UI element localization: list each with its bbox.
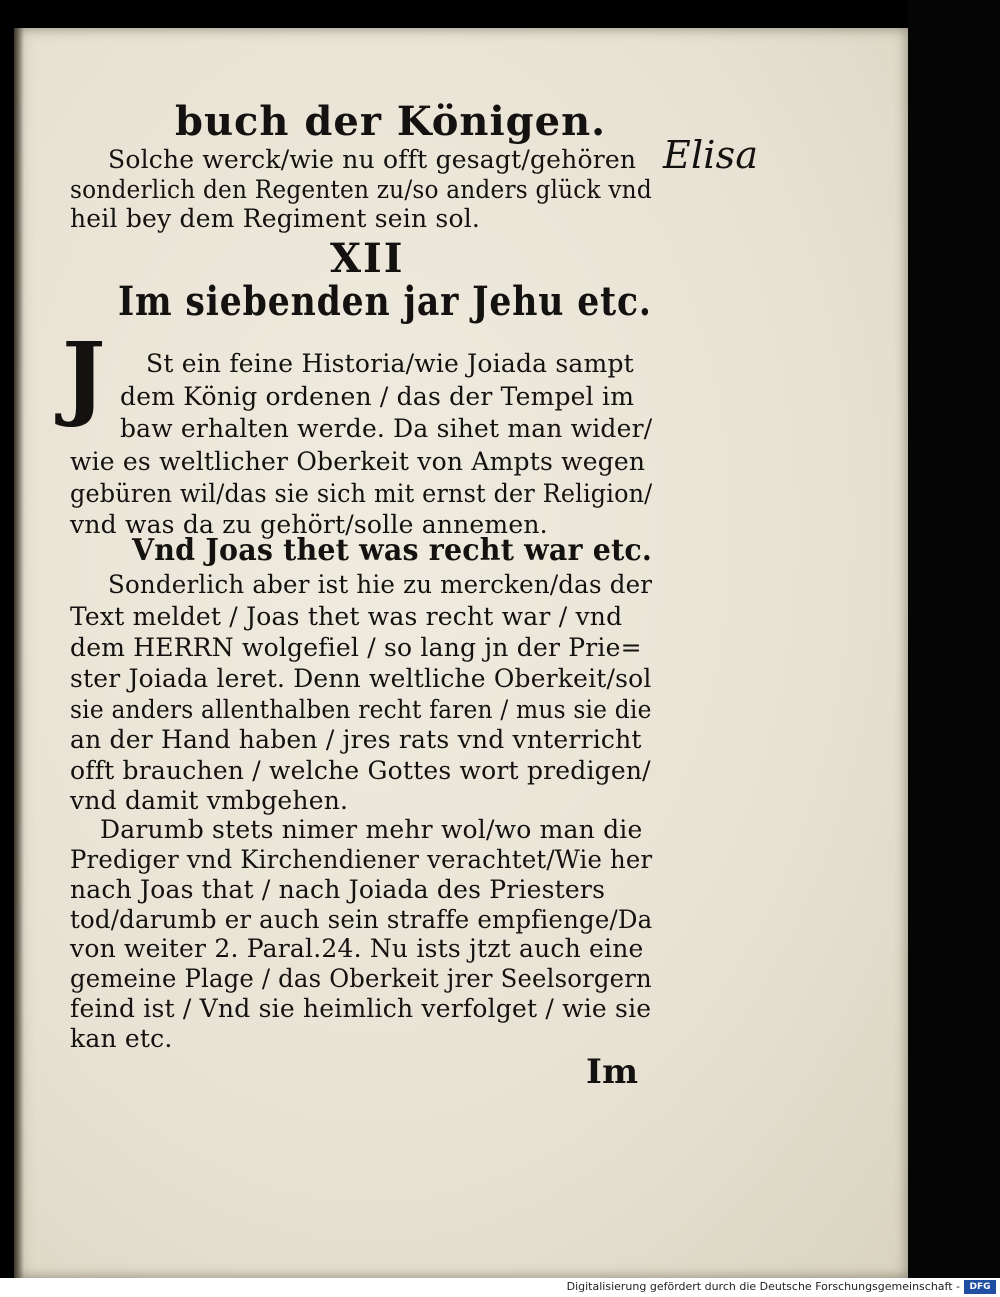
- paragraph-line: offt brauchen / welche Gottes wort predigen/: [70, 756, 651, 785]
- chapter-number: XII: [330, 235, 405, 282]
- paragraph-line: tod/darumb er auch sein straffe empfienge/Da: [70, 905, 653, 934]
- paragraph-line: dem HERRN wolgefiel / so lang jn der Prie=: [70, 633, 642, 662]
- paragraph-line: gebüren wil/das sie sich mit ernst der Religion/: [70, 479, 653, 508]
- paragraph-line: wie es weltlicher Oberkeit von Ampts wegen: [70, 447, 646, 476]
- paragraph-line: Text meldet / Joas thet was recht war / vnd: [70, 602, 623, 631]
- drop-cap: J: [62, 322, 106, 430]
- running-head: buch der Königen.: [175, 98, 607, 145]
- page-gutter: [14, 28, 24, 1278]
- paragraph-line: sie anders allenthalben recht faren / mus sie die: [70, 695, 652, 724]
- paragraph-line: vnd was da zu gehört/solle annemen.: [70, 510, 548, 539]
- chapter-title: Im siebenden jar Jehu etc.: [118, 278, 652, 325]
- margin-note: Elisa: [663, 133, 759, 177]
- paragraph-line: vnd damit vmbgehen.: [70, 786, 349, 815]
- intro-line: sonderlich den Regenten zu/so anders glück vnd: [70, 175, 652, 204]
- paragraph-line: an der Hand haben / jres rats vnd vnterricht: [70, 725, 642, 754]
- paragraph-line: dem König ordenen / das der Tempel im: [120, 382, 635, 411]
- paragraph-line: Prediger vnd Kirchendiener verachtet/Wie her: [70, 845, 653, 874]
- paragraph-line: feind ist / Vnd sie heimlich verfolget / wie sie: [70, 994, 652, 1023]
- paragraph-line: Darumb stets nimer mehr wol/wo man die: [100, 815, 643, 844]
- paragraph-line: nach Joas that / nach Joiada des Priesters: [70, 875, 606, 904]
- paragraph-line: Sonderlich aber ist hie zu mercken/das der: [108, 570, 653, 599]
- paragraph-line: von weiter 2. Paral.24. Nu ists jtzt auch eine: [70, 934, 644, 963]
- paragraph-line: baw erhalten werde. Da sihet man wider/: [120, 414, 653, 443]
- section-heading: Vnd Joas thet was recht war etc.: [132, 533, 653, 568]
- catchword: Im: [586, 1052, 639, 1092]
- scan-background: [908, 0, 1000, 1278]
- funding-credit: Digitalisierung gefördert durch die Deutsche Forschungsgemeinschaft -: [566, 1280, 960, 1293]
- dfg-logo[interactable]: DFG: [964, 1280, 996, 1294]
- intro-line: Solche werck/wie nu offt gesagt/gehören: [108, 145, 637, 174]
- footer-bar: [0, 1278, 1000, 1297]
- paragraph-line: gemeine Plage / das Oberkeit jrer Seelsorgern: [70, 964, 652, 993]
- paragraph-line: ster Joiada leret. Denn weltliche Oberkeit/sol: [70, 664, 652, 693]
- paragraph-line: St ein feine Historia/wie Joiada sampt: [146, 349, 634, 378]
- intro-line: heil bey dem Regiment sein sol.: [70, 204, 481, 233]
- paragraph-line: kan etc.: [70, 1024, 173, 1053]
